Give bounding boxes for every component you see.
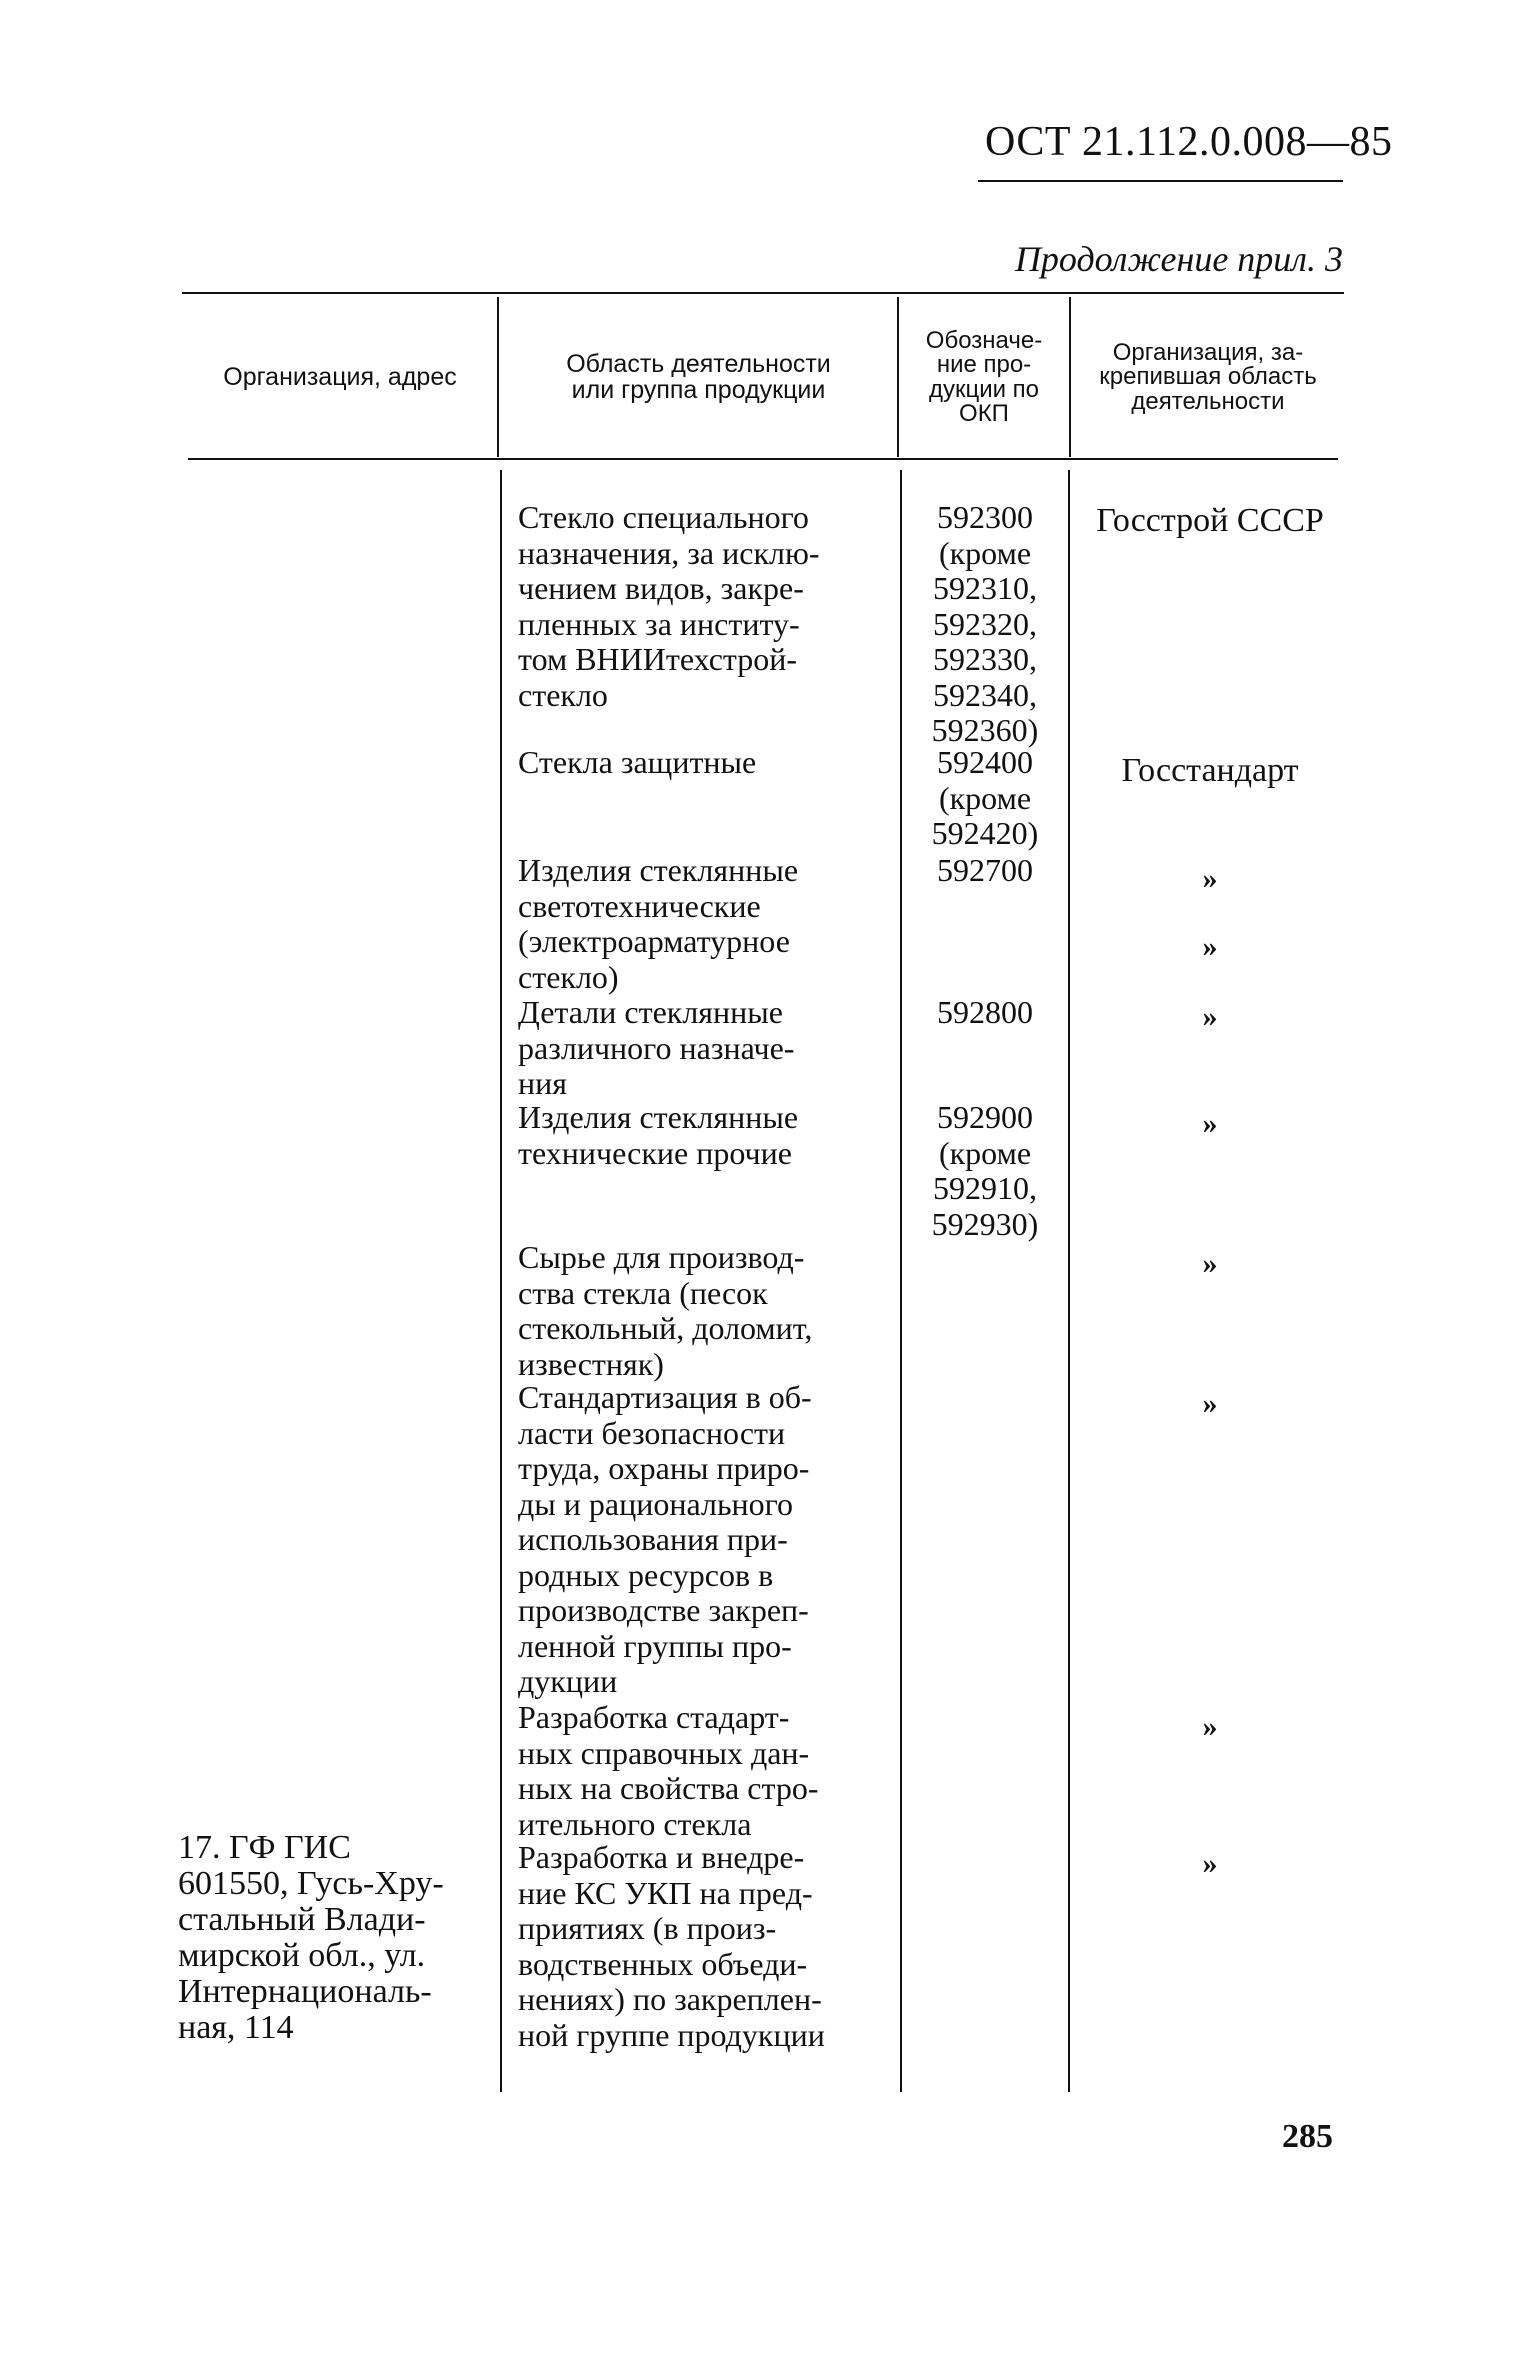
activity-cell: Изделия стеклянные светотехнические (электроарматурное стекло) (518, 852, 799, 995)
authority-cell: Госстандарт (1121, 752, 1299, 789)
activity-cell: Разработка и внедре- ние КС УКП на пред- приятиях (в произ- водственных объеди- нениях) по закреплен- ной группе продукции (518, 1839, 825, 2053)
activity-cell: Детали стеклянные различного назначе- ния (518, 994, 795, 1101)
ditto-mark: » (1202, 930, 1218, 963)
activity-cell: Стекло специального назначения, за исклю- чением видов, закре- пленных за институ- том ВНИИтехстрой- стекло (518, 499, 820, 713)
organization-address: 17. ГФ ГИС 601550, Гусь-Хру- стальный Влади- мирской обл., ул. Интернациональ- ная, 114 (178, 1829, 444, 2046)
ditto-mark: » (1202, 1000, 1218, 1033)
column-divider (500, 470, 502, 2092)
ditto-mark: » (1202, 1247, 1218, 1280)
activity-cell: Изделия стеклянные технические прочие (518, 1099, 799, 1171)
header-okp-code: Обозначе- ние про- дукции по ОКП (925, 326, 1043, 427)
activity-cell: Стандартизация в об- ласти безопасности труда, охраны приро- ды и рационального использования при- родных ресурсов в производстве закреп- ленной группы про- дукции (518, 1379, 812, 1699)
document-code: ОСТ 21.112.0.008—85 (985, 119, 1393, 165)
page-number: 285 (1282, 2118, 1333, 2155)
activity-cell: Стекла защитные (518, 744, 757, 780)
okp-code-cell: 592400 (кроме 592420) (931, 744, 1039, 851)
ditto-mark: » (1202, 1107, 1218, 1140)
okp-code-cell: 592300 (кроме 592310, 592320, 592330, 592340, 592360) (931, 499, 1039, 748)
continuation-note: Продолжение прил. 3 (1014, 239, 1343, 279)
okp-code-cell: 592700 (937, 852, 1033, 888)
table-top-rule (182, 292, 1344, 294)
authority-cell: Госстрой СССР (1096, 502, 1324, 539)
okp-code-cell: 592900 (кроме 592910, 592930) (931, 1099, 1039, 1242)
header-organization: Организация, адрес (223, 362, 457, 391)
activity-cell: Разработка стадарт- ных справочных дан- ных на свойства стро- ительного стекла (518, 1699, 819, 1842)
header-activity: Область деятельности или группа продукции (566, 350, 831, 404)
column-divider (897, 297, 899, 457)
header-authority: Организация, за- крепившая область деятельности (1099, 338, 1317, 415)
okp-code-cell: 592800 (937, 994, 1033, 1030)
header-rule (978, 180, 1343, 182)
column-divider (1069, 297, 1071, 457)
ditto-mark: » (1202, 862, 1218, 895)
ditto-mark: » (1202, 1847, 1218, 1880)
activity-cell: Сырье для производ- ства стекла (песок стекольный, доломит, известняк) (518, 1239, 813, 1382)
table-header-rule (188, 458, 1338, 460)
ditto-mark: » (1202, 1710, 1218, 1743)
column-divider (497, 297, 499, 457)
ditto-mark: » (1202, 1387, 1218, 1420)
